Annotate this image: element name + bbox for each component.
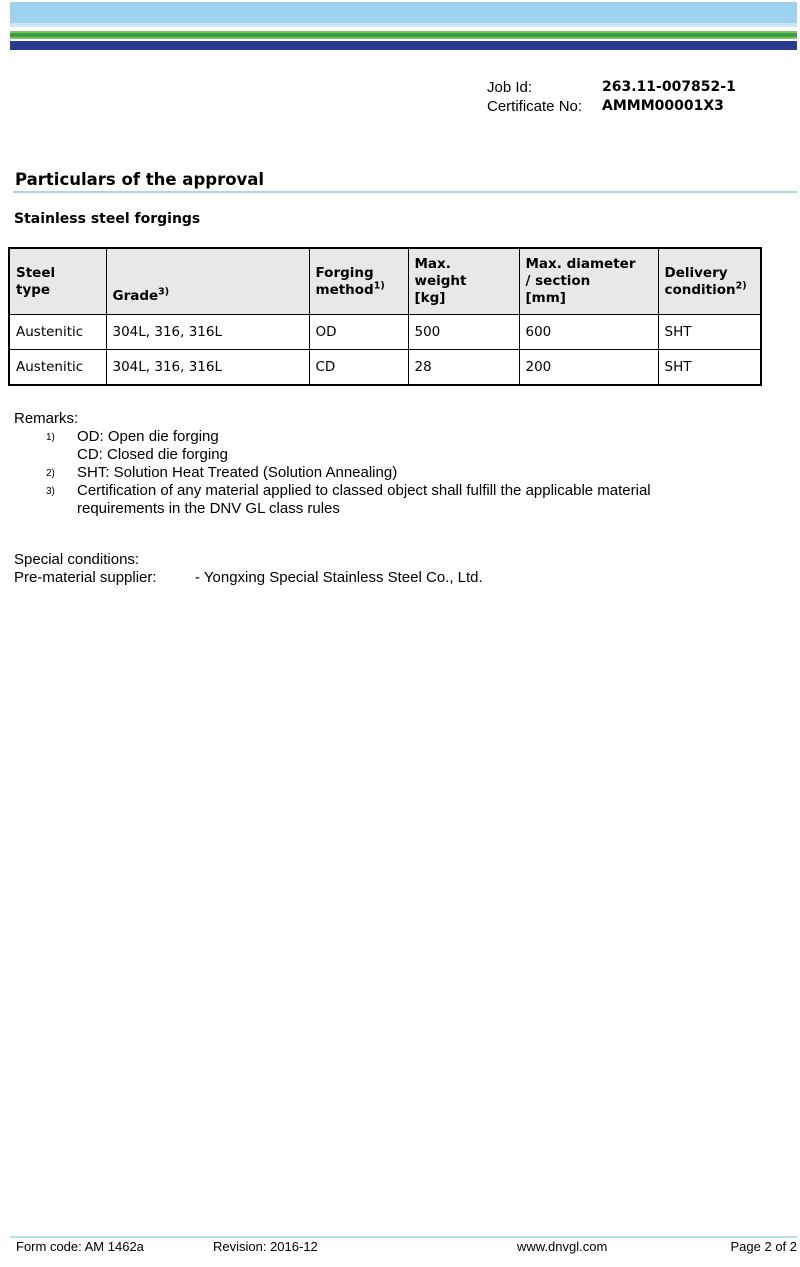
cell-max-weight: 28	[408, 350, 519, 386]
pre-material-supplier-label: Pre-material supplier:	[14, 569, 157, 586]
col-header-steel-type: Steel type	[9, 248, 106, 315]
cell-steel-type: Austenitic	[9, 315, 106, 350]
remark-sup-2: 2)	[46, 468, 55, 479]
remark-line: SHT: Solution Heat Treated (Solution Annealing)	[77, 464, 398, 481]
remark-item-2	[14, 464, 651, 482]
cell-forging-method: CD	[309, 350, 408, 386]
brand-bar-sky	[10, 2, 797, 23]
remarks-section	[14, 410, 651, 518]
remark-line: requirements in the DNV GL class rules	[77, 500, 340, 517]
table-header-row	[9, 248, 761, 315]
certificate-no-label: Certificate No:	[487, 98, 583, 115]
remark-line: OD: Open die forging	[77, 428, 219, 445]
page-title: Particulars of the approval	[15, 170, 265, 189]
table-row	[9, 350, 761, 386]
remark-sup-3: 3)	[46, 486, 55, 497]
remark-line: CD: Closed die forging	[77, 446, 228, 463]
pre-material-supplier-row	[14, 569, 483, 587]
cell-forging-method: OD	[309, 315, 408, 350]
remark-line: Certification of any material applied to classed object shall fulfill the applicable material	[77, 482, 651, 499]
col-header-grade: Grade$^{3)}$	[106, 248, 309, 315]
cell-max-diameter: 600	[519, 315, 658, 350]
special-conditions-section	[14, 551, 483, 587]
cell-delivery-condition: SHT	[658, 350, 761, 386]
col-header-delivery-condition: Delivery condition$^{2)}$	[658, 248, 761, 315]
footer-website: www.dnvgl.com	[517, 1239, 608, 1254]
job-id-label: Job Id:	[487, 79, 533, 96]
certificate-no-value: AMMM00001X3	[602, 98, 724, 114]
approval-table	[8, 247, 762, 386]
brand-bar-navy	[10, 41, 797, 50]
remark-sup-1: 1)	[46, 432, 55, 443]
special-conditions-heading: Special conditions:	[14, 551, 140, 568]
certificate-no-row	[487, 97, 736, 116]
cell-grade: 304L, 316, 316L	[106, 350, 309, 386]
footnote-ref-2: 2)	[735, 280, 747, 291]
job-id-row	[487, 78, 736, 97]
job-id-value: 263.11-007852-1	[602, 79, 736, 95]
brand-bar-green	[10, 31, 797, 39]
brand-bar-sky-light	[10, 23, 797, 27]
footer-revision: Revision: 2016-12	[213, 1239, 318, 1254]
cell-max-weight: 500	[408, 315, 519, 350]
remark-item-3	[14, 482, 651, 518]
footer-form-code: Form code: AM 1462a	[16, 1239, 144, 1254]
section-subtitle: Stainless steel forgings	[14, 211, 201, 227]
pre-material-supplier-value: - Yongxing Special Stainless Steel Co., Ltd.	[195, 569, 483, 586]
approval-table-container	[8, 247, 762, 386]
col-header-forging-method: Forging method$^{1)}$	[309, 248, 408, 315]
cell-delivery-condition: SHT	[658, 315, 761, 350]
remark-item-1	[14, 428, 651, 464]
col-header-max-diameter: Max. diameter / section [mm]	[519, 248, 658, 315]
title-underline	[13, 191, 797, 193]
table-row	[9, 315, 761, 350]
footnote-ref-3: 3)	[158, 286, 170, 298]
footer-divider	[10, 1236, 797, 1238]
document-id-block	[487, 78, 736, 116]
footnote-ref-1: 1)	[373, 280, 385, 291]
remarks-heading: Remarks:	[14, 410, 79, 427]
col-header-max-weight: Max. weight [kg]	[408, 248, 519, 315]
cell-steel-type: Austenitic	[9, 350, 106, 386]
cell-max-diameter: 200	[519, 350, 658, 386]
footer-page-number: Page 2 of 2	[730, 1239, 797, 1254]
cell-grade: 304L, 316, 316L	[106, 315, 309, 350]
